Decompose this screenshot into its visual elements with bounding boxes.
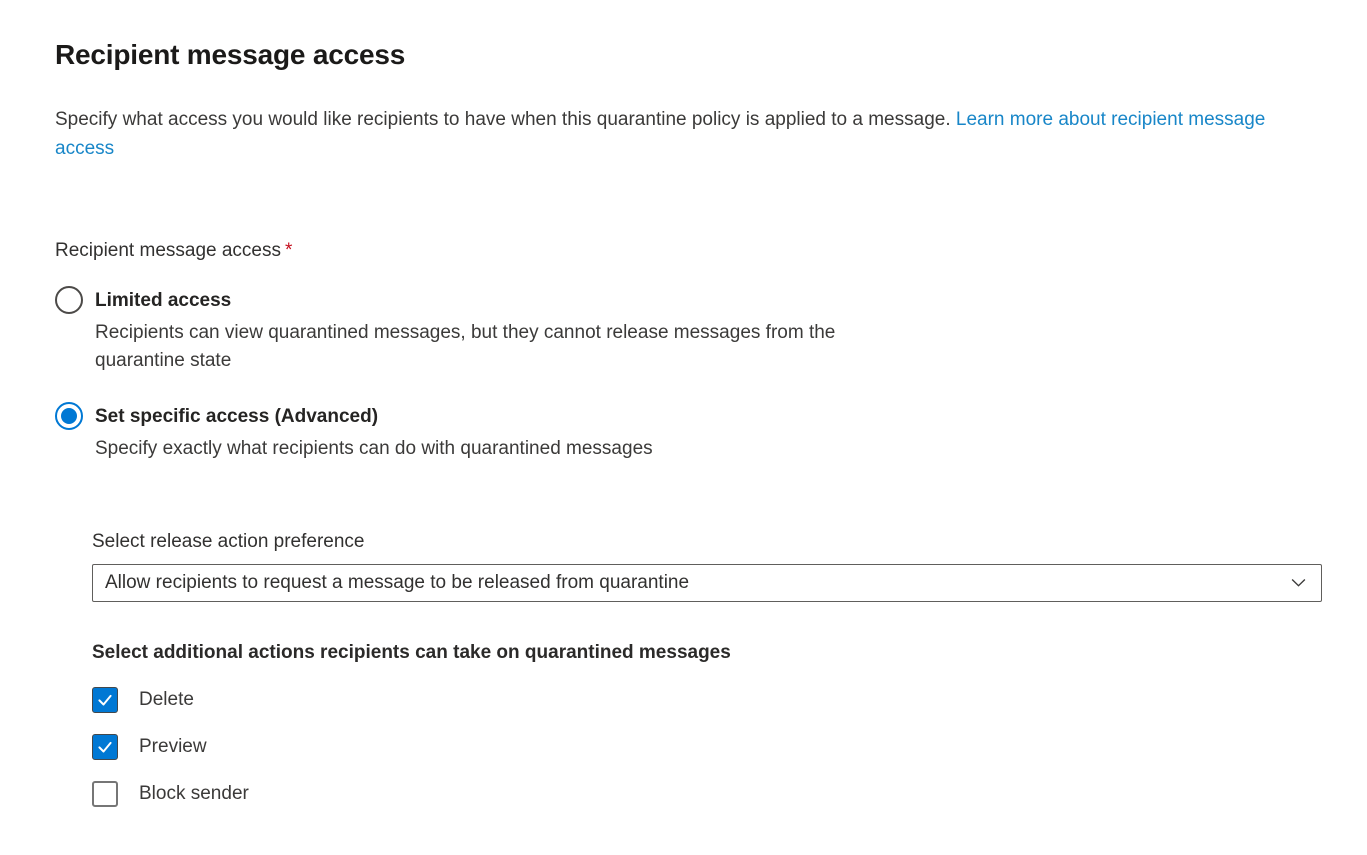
checkbox-preview-icon[interactable] [92,734,118,760]
intro-text [55,105,1322,163]
checkmark-icon [96,691,114,709]
additional-actions-label: Select additional actions recipients can take on quarantined messages [92,641,731,663]
radio-set-specific-access-icon[interactable] [55,402,83,430]
checkbox-row-delete[interactable] [92,687,1322,713]
radio-option-description: Specify exactly what recipients can do with quarantined messages [95,437,653,459]
required-asterisk: * [285,239,293,261]
chevron-down-icon [1290,574,1307,591]
intro-text-body: Specify what access you would like recipients to have when this quarantine policy is applied to a message. [55,108,956,130]
radio-option-label: Set specific access (Advanced) [95,405,379,427]
checkmark-icon [96,738,114,756]
radio-option-description: Recipients can view quarantined messages, but they cannot release messages from the quarantine state [95,321,836,371]
field-label-text: Recipient message access [55,239,281,261]
release-action-label: Select release action preference [92,530,365,552]
checkbox-row-preview[interactable] [92,734,1322,760]
page-title: Recipient message access [55,39,406,70]
release-action-selected-value: Allow recipients to request a message to be released from quarantine [105,571,690,593]
checkbox-label: Delete [139,688,194,710]
release-action-dropdown[interactable] [92,564,1322,602]
radio-limited-access-icon[interactable] [55,286,83,314]
advanced-access-subsection [92,529,1322,807]
radio-option-limited-access[interactable] [55,286,1322,375]
radio-option-set-specific-access[interactable] [55,402,1322,463]
radio-option-label: Limited access [95,289,232,311]
checkbox-label: Preview [139,735,207,757]
radio-group-access [55,286,1322,463]
field-label-recipient-message-access [55,239,1322,263]
checkbox-label: Block sender [139,782,249,804]
checkbox-row-block-sender[interactable] [92,781,1322,807]
checkbox-block-sender-icon[interactable] [92,781,118,807]
additional-actions-list [92,687,1322,807]
checkbox-delete-icon[interactable] [92,687,118,713]
learn-more-link[interactable]: Learn more about recipient message access [55,108,1266,159]
